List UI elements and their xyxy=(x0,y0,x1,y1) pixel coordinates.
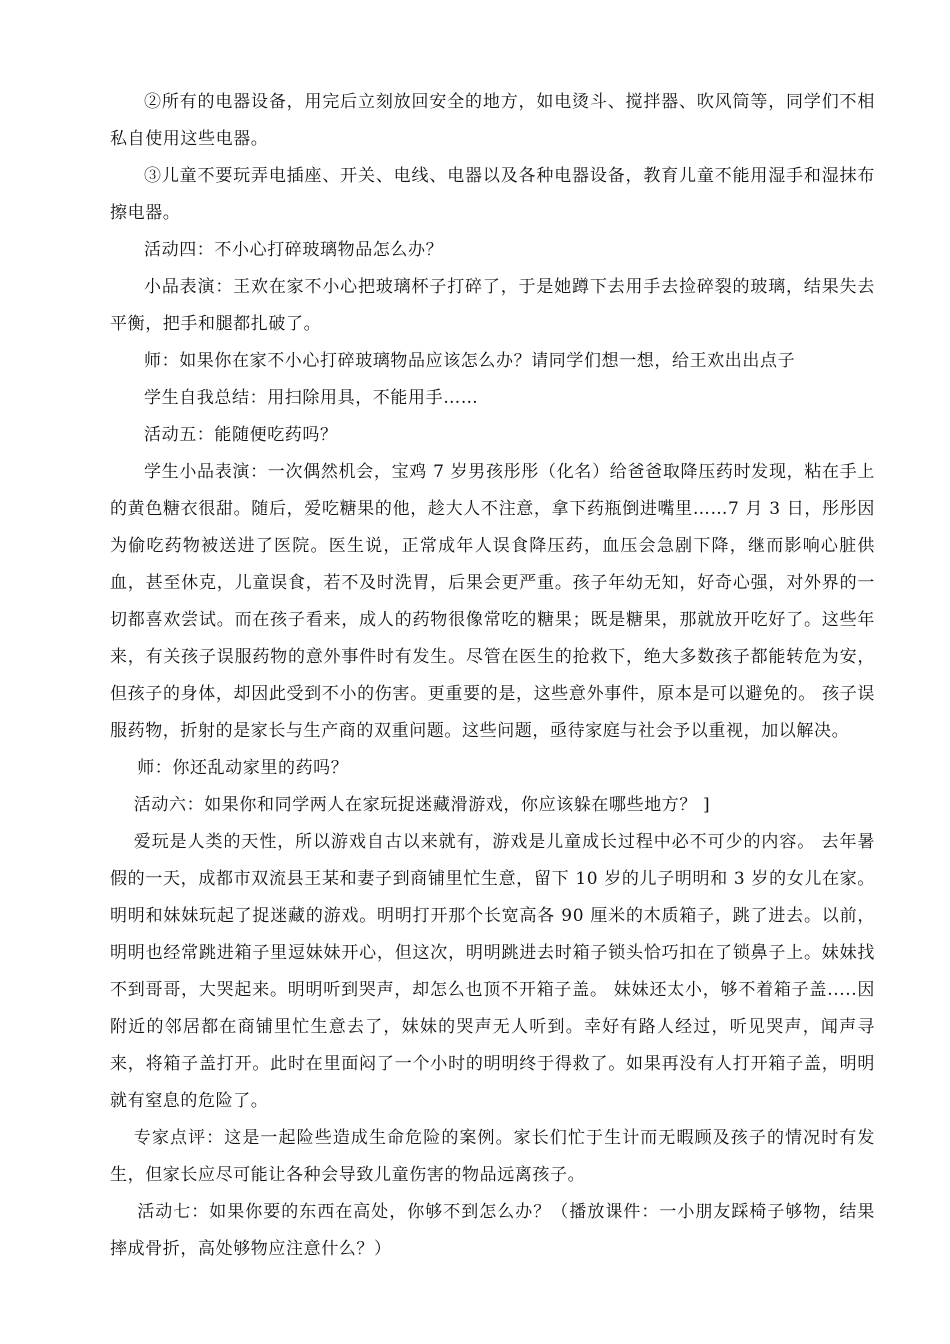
heading-activity-five: 活动五：能随便吃药吗？ xyxy=(144,425,338,445)
paragraph-hide-and-seek-case: 爱玩是人类的天性，所以游戏自古以来就有，游戏是儿童成长过程中必不可少的内容。 去年暑假的一天，成都市双流县王某和妻子到商铺里忙生意，留下 10 岁的儿子明明和 3 岁的女儿在家。明明和妹妹玩起了捉迷藏的游戏。明明打开那个长宽高各 90 厘米的木质箱子，跳了进去。以前，明明也经常跳进箱子里逗妹妹开心，但这次，明明跳进去时箱子锁头恰巧扣在了锁鼻子上。妹妹找不到哥哥，大哭起来。明明听到哭声，却怎么也顶不开箱子盖。 妹妹还太小，够不着箱子盖.....因附近的邻居都在商铺里忙生意去了，妹妹的哭声无人听到。幸好有路人经过，听见哭声，闻声寻来，将箱子盖打开。此时在里面闷了一个小时的明明终于得救了。如果再没有人打开箱子盖，明明就有窒息的危险了。 xyxy=(110,832,875,1111)
paragraph-skit-glass: 小品表演：王欢在家不小心把玻璃杯子打碎了，于是她蹲下去用手去捡碎裂的玻璃，结果失去平衡，把手和腿都扎破了。 xyxy=(110,277,875,334)
document-page xyxy=(110,84,875,1268)
paragraph-expert-comment: 专家点评：这是一起险些造成生命危险的案例。家长们忙于生计而无暇顾及孩子的情况时有发生，但家长应尽可能让各种会导致儿童伤害的物品远离孩子。 xyxy=(110,1128,875,1185)
paragraph-student-summary: 学生自我总结：用扫除用具，不能用手…… xyxy=(144,388,479,408)
paragraph-appliance-safety: ③儿童不要玩弄电插座、开关、电线、电器以及各种电器设备，教育儿童不能用湿手和湿抹布擦电器。 xyxy=(110,166,875,223)
heading-activity-six: 活动六：如果你和同学两人在家玩捉迷藏滑游戏，你应该躲在哪些地方？ ] xyxy=(133,795,711,815)
paragraph-skit-medicine: 学生小品表演：一次偶然机会，宝鸡 7 岁男孩彤彤（化名）给爸爸取降压药时发现，粘在手上的黄色糖衣很甜。随后，爱吃糖果的他，趁大人不注意，拿下药瓶倒进嘴里……7 月 3 日，彤彤因为偷吃药物被送进了医院。医生说，正常成年人误食降压药，血压会急剧下降，继而影响心脏供血，甚至休克，儿童误食，若不及时洗胃，后果会更严重。孩子年幼无知，好奇心强，对外界的一切都喜欢尝试。而在孩子看来，成人的药物很像常吃的糖果；既是糖果，那就放开吃好了。这些年来，有关孩子误服药物的意外事件时有发生。尽管在医生的抢救下，绝大多数孩子都能转危为安，但孩子的身体，却因此受到不小的伤害。更重要的是，这些意外事件，原本是可以避免的。 孩子误服药物，折射的是家长与生产商的双重问题。这些问题，亟待家庭与社会予以重视，加以解决。 xyxy=(110,462,875,741)
paragraph-teacher-glass-question: 师：如果你在家不小心打碎玻璃物品应该怎么办？请同学们想一想，给王欢出出点子 xyxy=(144,351,796,371)
heading-activity-four: 活动四：不小心打碎玻璃物品怎么办？ xyxy=(144,240,444,260)
paragraph-appliance-storage: ②所有的电器设备，用完后立刻放回安全的地方，如电烫斗、搅拌器、吹风筒等，同学们不相私自使用这些电器。 xyxy=(110,92,875,149)
heading-activity-seven: 活动七：如果你要的东西在高处，你够不到怎么办？（播放课件：一小朋友踩椅子够物，结果摔成骨折，高处够物应注意什么？） xyxy=(110,1202,875,1259)
paragraph-teacher-medicine-question: 师：你还乱动家里的药吗？ xyxy=(137,758,349,778)
